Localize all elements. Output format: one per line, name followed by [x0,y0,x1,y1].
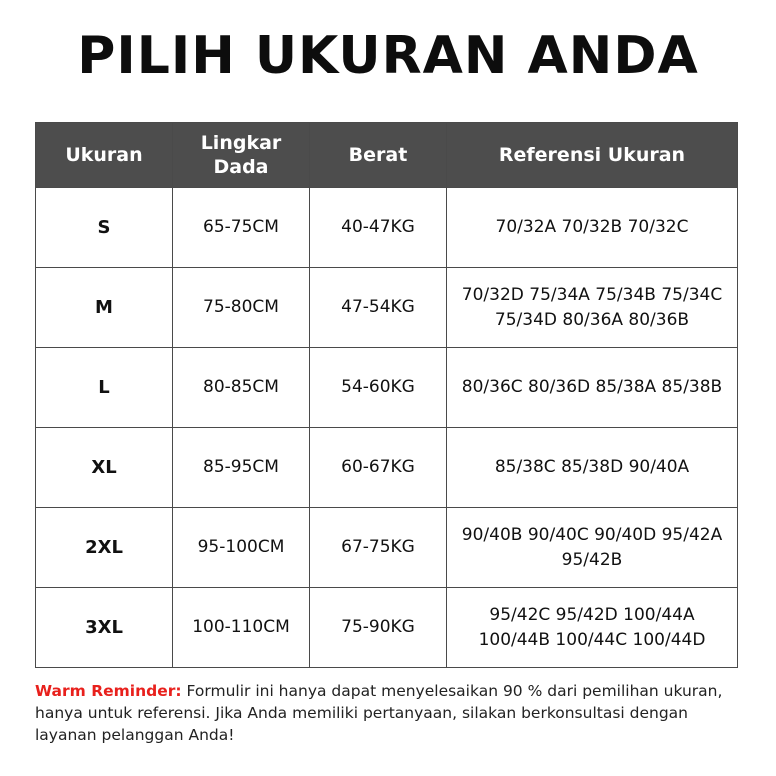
chest-cell: 85-95CM [173,428,310,508]
size-cell: S [36,188,173,268]
header-size: Ukuran [36,123,173,188]
size-cell: 2XL [36,508,173,588]
table-row [36,268,738,348]
chest-cell: 100-110CM [173,588,310,668]
size-cell: L [36,348,173,428]
size-cell: M [36,268,173,348]
weight-cell: 40-47KG [310,188,447,268]
chest-cell: 80-85CM [173,348,310,428]
table-row [36,588,738,668]
weight-cell: 54-60KG [310,348,447,428]
header-chest: Lingkar Dada [173,123,310,188]
weight-cell: 67-75KG [310,508,447,588]
weight-cell: 75-90KG [310,588,447,668]
size-chart-table [35,122,738,668]
size-cell: 3XL [36,588,173,668]
chest-cell: 65-75CM [173,188,310,268]
reference-cell: 70/32A 70/32B 70/32C [447,188,738,268]
weight-cell: 60-67KG [310,428,447,508]
header-size-reference: Referensi Ukuran [447,123,738,188]
reference-cell: 95/42C 95/42D 100/44A 100/44B 100/44C 100/44D [447,588,738,668]
table-row [36,508,738,588]
chest-cell: 95-100CM [173,508,310,588]
reference-cell: 85/38C 85/38D 90/40A [447,428,738,508]
reference-cell: 80/36C 80/36D 85/38A 85/38B [447,348,738,428]
table-row [36,428,738,508]
warm-reminder-note [35,680,735,746]
reference-cell: 70/32D 75/34A 75/34B 75/34C 75/34D 80/36A 80/36B [447,268,738,348]
table-row [36,188,738,268]
reminder-label: Warm Reminder: [35,682,182,700]
chest-cell: 75-80CM [173,268,310,348]
reminder-text: Formulir ini hanya dapat menyelesaikan 90 % dari pemilihan ukuran, hanya untuk referensi. Jika Anda memiliki pertanyaan, silakan berkonsultasi dengan layanan pelanggan Anda! [35,682,723,744]
reference-cell: 90/40B 90/40C 90/40D 95/42A 95/42B [447,508,738,588]
page-title: PILIH UKURAN ANDA [77,26,699,86]
table-header-row [36,123,738,188]
size-cell: XL [36,428,173,508]
table-row [36,348,738,428]
header-weight: Berat [310,123,447,188]
weight-cell: 47-54KG [310,268,447,348]
